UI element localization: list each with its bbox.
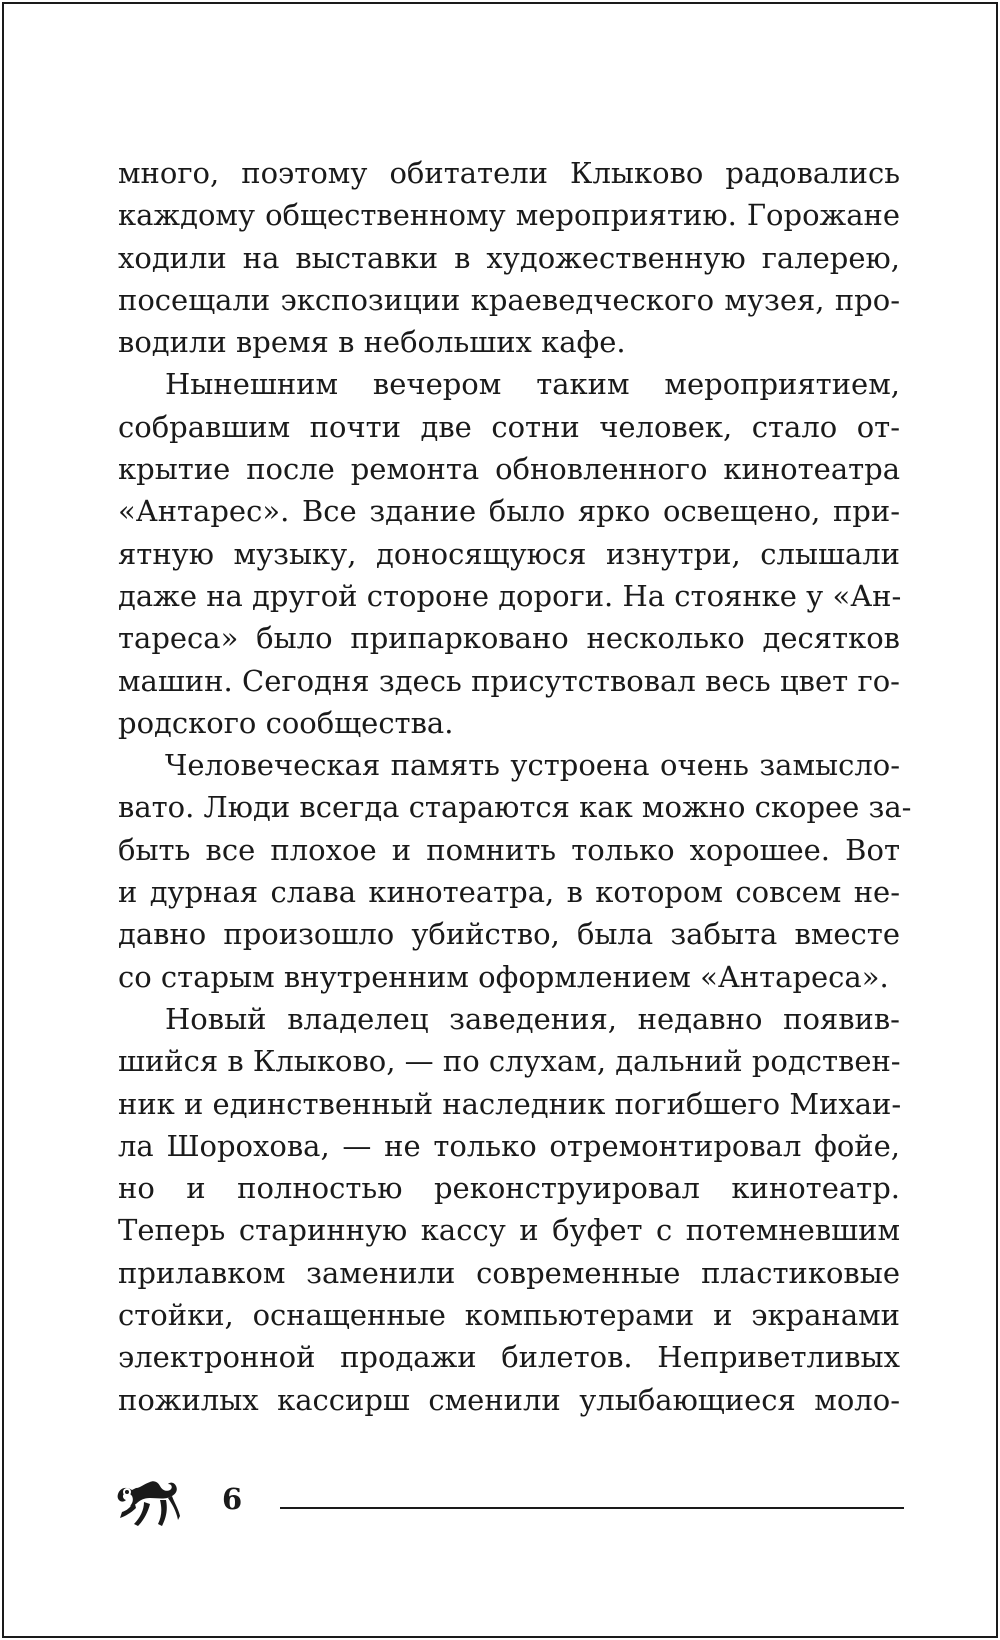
text-line: собравшим почти две сотни человек, стало от-: [118, 409, 900, 444]
text-line: шийся в Клыково, — по слухам, дальний родствен-: [118, 1044, 901, 1079]
ram-icon: [114, 1470, 182, 1536]
text-line: посещали экспозиции краеведческого музея, про-: [118, 282, 900, 317]
paragraph-2: [118, 363, 900, 744]
text-line: быть все плохое и помнить только хорошее. Вот: [118, 832, 900, 867]
paragraph-3: [118, 744, 912, 998]
text-line: Человеческая память устроена очень замысло-: [165, 748, 900, 783]
page-footer: [114, 1470, 904, 1540]
page-number: 6: [222, 1482, 243, 1516]
text-line: «Антарес». Все здание было ярко освещено, при-: [118, 494, 900, 529]
text-line: прилавком заменили современные пластиковые: [118, 1255, 900, 1290]
text-line: вато. Люди всегда стараются как можно скорее за-: [118, 790, 912, 825]
text-line: даже на другой стороне дороги. На стоянке у «Ан-: [118, 578, 902, 613]
text-line: ла Шорохова, — не только отремонтировал фойе,: [118, 1128, 900, 1163]
text-line: но и полностью реконструировал кинотеатр.: [118, 1171, 900, 1206]
text-line: давно произошло убийство, была забыта вместе: [118, 917, 900, 952]
text-line: тареса» было припарковано несколько десятков: [118, 621, 900, 656]
paragraph-4: [118, 998, 900, 1421]
text-line: Нынешним вечером таким мероприятием,: [165, 367, 900, 402]
text-line: ник и единственный наследник погибшего Михаи-: [118, 1086, 902, 1121]
body-text: [118, 152, 912, 1421]
page-frame: [2, 2, 998, 1638]
text-line: стойки, оснащенные компьютерами и экранами: [118, 1298, 900, 1333]
text-line: Теперь старинную кассу и буфет с потемневшим: [118, 1213, 900, 1248]
text-line: водили время в небольших кафе.: [118, 325, 626, 360]
text-line: родского сообщества.: [118, 705, 454, 740]
text-line: со старым внутренним оформлением «Антареса».: [118, 959, 889, 994]
text-line: пожилых кассирш сменили улыбающиеся моло-: [118, 1382, 900, 1417]
text-line: электронной продажи билетов. Неприветливых: [118, 1340, 900, 1375]
text-line: машин. Сегодня здесь присутствовал весь цвет го-: [118, 663, 900, 698]
text-line: каждому общественному мероприятию. Горожане: [118, 198, 900, 233]
paragraph-1: [118, 152, 900, 363]
text-line: крытие после ремонта обновленного кинотеатра: [118, 452, 900, 487]
footer-rule: [280, 1507, 904, 1509]
text-line: и дурная слава кинотеатра, в котором совсем не-: [118, 875, 900, 910]
text-line: ятную музыку, доносящуюся изнутри, слышали: [118, 536, 900, 571]
text-line: ходили на выставки в художественную галерею,: [118, 240, 900, 275]
text-line: Новый владелец заведения, недавно появив-: [165, 1001, 900, 1036]
text-line: много, поэтому обитатели Клыково радовались: [118, 156, 900, 190]
